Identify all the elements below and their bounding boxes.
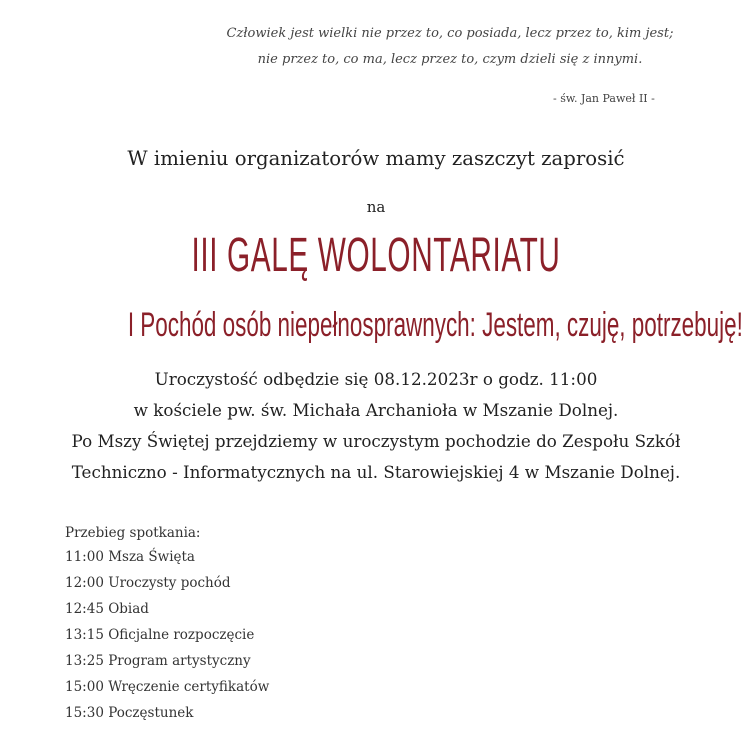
schedule-item: 13:15 Oficjalne rozpoczęcie <box>65 627 255 643</box>
event-title: III GALĘ WOLONTARIATU <box>191 229 561 282</box>
schedule-item: 12:45 Obiad <box>65 601 149 617</box>
quote-line-2: nie przez to, co ma, lecz przez to, czym dzieli się z innymi. <box>257 52 643 67</box>
schedule-item: 15:30 Poczęstunek <box>65 705 194 721</box>
quote-line-1: Człowiek jest wielki nie przez to, co posiada, lecz przez to, kim jest; <box>226 26 674 41</box>
schedule-list <box>65 522 269 726</box>
event-detail-line: Techniczno - Informatycznych na ul. Starowiejskiej 4 w Mszanie Dolnej. <box>71 463 681 483</box>
schedule-item: 13:25 Program artystyczny <box>65 653 251 669</box>
event-detail-line: Uroczystość odbędzie się 08.12.2023r o godz. 11:00 <box>154 370 598 390</box>
event-detail-line: w kościele pw. św. Michała Archanioła w Mszanie Dolnej. <box>133 401 619 421</box>
schedule-item: 12:00 Uroczysty pochód <box>65 575 231 591</box>
schedule-item: 11:00 Msza Święta <box>65 549 195 565</box>
event-subtitle: I Pochód osób niepełnosprawnych: Jestem, czuję, potrzebuję! <box>127 306 743 344</box>
invitation-na: na <box>366 198 386 216</box>
schedule-header: Przebieg spotkania: <box>65 525 201 541</box>
quote-attribution: - św. Jan Paweł II - <box>553 92 655 105</box>
schedule-item: 15:00 Wręczenie certyfikatów <box>65 679 270 695</box>
invitation-intro: W imieniu organizatorów mamy zaszczyt zaprosić <box>127 146 625 170</box>
event-detail-line: Po Mszy Świętej przejdziemy w uroczystym pochodzie do Zespołu Szkół <box>71 432 681 452</box>
